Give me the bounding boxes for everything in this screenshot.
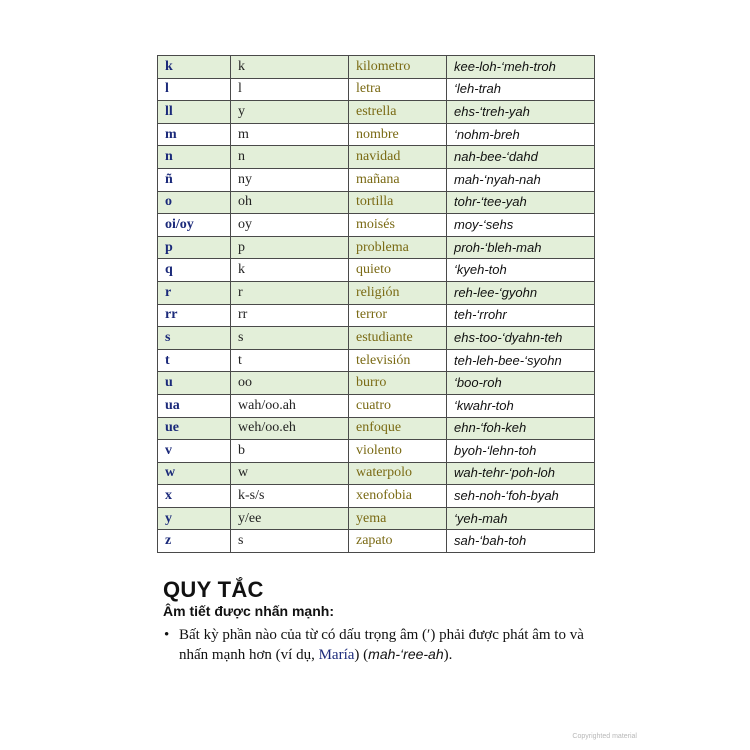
table-row (158, 327, 595, 350)
sound-cell: s (231, 327, 349, 350)
pronunciation-guide-cell: wah-tehr-‘poh-loh (447, 462, 595, 485)
table-row (158, 191, 595, 214)
letter-cell: p (158, 236, 231, 259)
pronunciation-guide-cell: teh-‘rrohr (447, 304, 595, 327)
pronunciation-guide-cell: ehn-‘foh-keh (447, 417, 595, 440)
table-row (158, 372, 595, 395)
table-row (158, 530, 595, 553)
pronunciation-guide-cell: ‘kwahr-toh (447, 394, 595, 417)
letter-cell: n (158, 146, 231, 169)
example-word-cell: mañana (349, 168, 447, 191)
letter-cell: y (158, 507, 231, 530)
example-word-cell: terror (349, 304, 447, 327)
table-row (158, 349, 595, 372)
example-word-cell: moisés (349, 214, 447, 237)
pronunciation-table-body (158, 56, 595, 553)
sound-cell: oy (231, 214, 349, 237)
example-word-cell: zapato (349, 530, 447, 553)
pronunciation-guide-cell: teh-leh-bee-‘syohn (447, 349, 595, 372)
sound-cell: wah/oo.ah (231, 394, 349, 417)
example-word-cell: religión (349, 281, 447, 304)
table-row (158, 168, 595, 191)
pronunciation-guide-cell: seh-noh-‘foh-byah (447, 485, 595, 508)
pronunciation-guide-cell: nah-bee-‘dahd (447, 146, 595, 169)
letter-cell: q (158, 259, 231, 282)
letter-cell: w (158, 462, 231, 485)
example-word-cell: violento (349, 440, 447, 463)
example-word-cell: tortilla (349, 191, 447, 214)
letter-cell: ll (158, 101, 231, 124)
sound-cell: rr (231, 304, 349, 327)
example-word-cell: yema (349, 507, 447, 530)
example-word-cell: cuatro (349, 394, 447, 417)
letter-cell: rr (158, 304, 231, 327)
table-row (158, 259, 595, 282)
table-row (158, 394, 595, 417)
pronunciation-guide-cell: ehs-‘treh-yah (447, 101, 595, 124)
table-row (158, 462, 595, 485)
table-row (158, 281, 595, 304)
rule-text-middle: ) ( (354, 647, 369, 663)
sound-cell: w (231, 462, 349, 485)
sound-cell: n (231, 146, 349, 169)
example-word-cell: letra (349, 78, 447, 101)
sound-cell: s (231, 530, 349, 553)
pronunciation-guide-cell: reh-lee-‘gyohn (447, 281, 595, 304)
rule-text-after: ). (443, 647, 453, 663)
letter-cell: x (158, 485, 231, 508)
pronunciation-guide-cell: ‘boo-roh (447, 372, 595, 395)
sound-cell: oh (231, 191, 349, 214)
pronunciation-guide-cell: ‘leh-trah (447, 78, 595, 101)
bullet-icon: • (164, 627, 170, 643)
sound-cell: k (231, 56, 349, 79)
rules-title: QUY TẮC (163, 577, 264, 602)
sound-cell: m (231, 123, 349, 146)
example-word-cell: enfoque (349, 417, 447, 440)
letter-cell: oi/oy (158, 214, 231, 237)
pronunciation-guide-cell: sah-‘bah-toh (447, 530, 595, 553)
sound-cell: oo (231, 372, 349, 395)
pronunciation-guide-cell: ‘nohm-breh (447, 123, 595, 146)
sound-cell: y (231, 101, 349, 124)
rules-subtitle: Âm tiết được nhấn mạnh: (163, 603, 334, 619)
rule-example-word: María (318, 647, 355, 663)
sound-cell: k (231, 259, 349, 282)
sound-cell: r (231, 281, 349, 304)
table-row (158, 440, 595, 463)
pronunciation-guide-cell: ‘yeh-mah (447, 507, 595, 530)
example-word-cell: navidad (349, 146, 447, 169)
pronunciation-guide-cell: kee-loh-‘meh-troh (447, 56, 595, 79)
sound-cell: ny (231, 168, 349, 191)
pronunciation-guide-cell: ‘kyeh-toh (447, 259, 595, 282)
letter-cell: ua (158, 394, 231, 417)
pronunciation-guide-cell: proh-‘bleh-mah (447, 236, 595, 259)
example-word-cell: waterpolo (349, 462, 447, 485)
letter-cell: z (158, 530, 231, 553)
table-row (158, 485, 595, 508)
sound-cell: l (231, 78, 349, 101)
table-row (158, 304, 595, 327)
pronunciation-guide-cell: moy-‘sehs (447, 214, 595, 237)
letter-cell: v (158, 440, 231, 463)
pronunciation-table (157, 55, 595, 553)
table-row (158, 123, 595, 146)
table-row (158, 101, 595, 124)
copyright-notice: Copyrighted material (572, 733, 637, 740)
example-word-cell: nombre (349, 123, 447, 146)
sound-cell: k-s/s (231, 485, 349, 508)
sound-cell: p (231, 236, 349, 259)
example-word-cell: estrella (349, 101, 447, 124)
example-word-cell: televisión (349, 349, 447, 372)
letter-cell: l (158, 78, 231, 101)
table-row (158, 146, 595, 169)
letter-cell: ue (158, 417, 231, 440)
rule-item (163, 626, 603, 665)
example-word-cell: quieto (349, 259, 447, 282)
table-row (158, 507, 595, 530)
sound-cell: y/ee (231, 507, 349, 530)
rule-example-pronunciation: mah-‘ree-ah (368, 646, 444, 662)
letter-cell: m (158, 123, 231, 146)
letter-cell: s (158, 327, 231, 350)
pronunciation-guide-cell: ehs-too-‘dyahn-teh (447, 327, 595, 350)
table-row (158, 78, 595, 101)
table-row (158, 56, 595, 79)
example-word-cell: burro (349, 372, 447, 395)
rule-text-before: Bất kỳ phần nào của từ có dấu trọng âm (′) phải được phát âm to và nhấn mạnh hơn (ví dụ, (179, 627, 584, 663)
pronunciation-guide-cell: tohr-‘tee-yah (447, 191, 595, 214)
letter-cell: u (158, 372, 231, 395)
sound-cell: weh/oo.eh (231, 417, 349, 440)
example-word-cell: xenofobia (349, 485, 447, 508)
letter-cell: ñ (158, 168, 231, 191)
sound-cell: b (231, 440, 349, 463)
table-row (158, 236, 595, 259)
letter-cell: o (158, 191, 231, 214)
example-word-cell: kilometro (349, 56, 447, 79)
table-row (158, 417, 595, 440)
letter-cell: t (158, 349, 231, 372)
letter-cell: k (158, 56, 231, 79)
example-word-cell: estudiante (349, 327, 447, 350)
example-word-cell: problema (349, 236, 447, 259)
rules-list (163, 626, 603, 665)
table-row (158, 214, 595, 237)
pronunciation-guide-cell: mah-‘nyah-nah (447, 168, 595, 191)
pronunciation-guide-cell: byoh-‘lehn-toh (447, 440, 595, 463)
sound-cell: t (231, 349, 349, 372)
letter-cell: r (158, 281, 231, 304)
